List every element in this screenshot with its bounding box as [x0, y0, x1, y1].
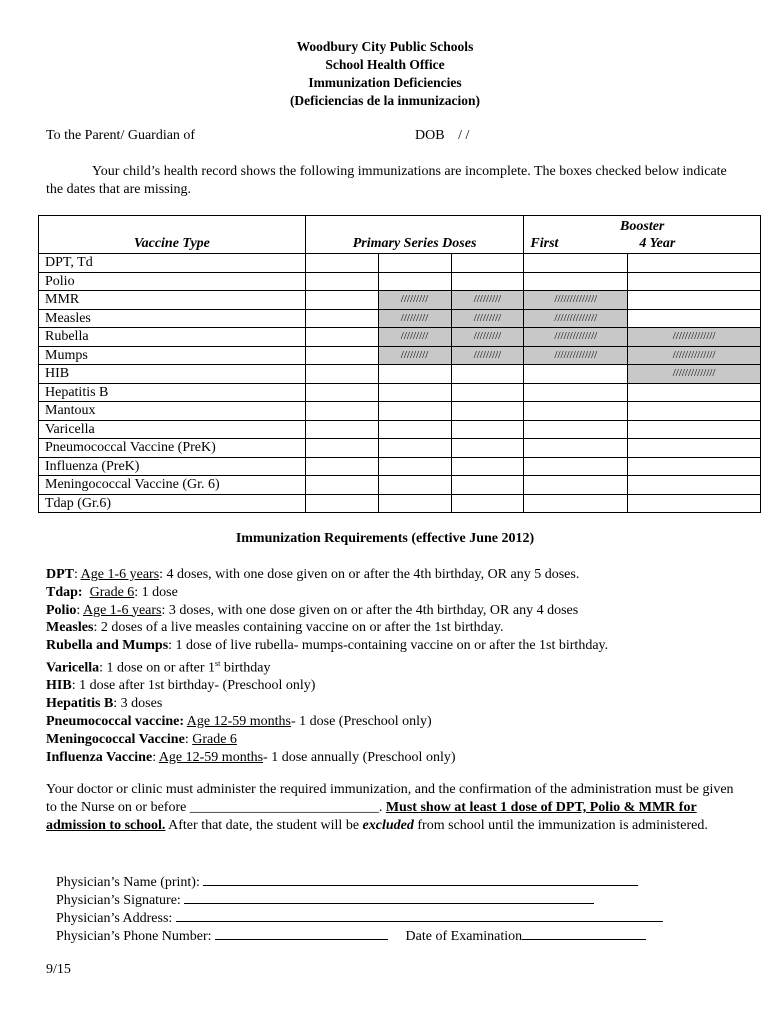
dose-cell[interactable] — [378, 439, 451, 458]
header-vaccine-type: Vaccine Type — [39, 216, 306, 254]
dose-cell[interactable] — [524, 494, 628, 513]
document-title: Immunization Deficiencies — [308, 75, 462, 90]
table-row — [39, 291, 761, 310]
dose-cell[interactable] — [628, 402, 761, 421]
req-influenza: Influenza Vaccine: Age 12-59 months- 1 dose annually (Preschool only) — [46, 749, 456, 765]
not-applicable-cell: ///////// — [451, 291, 524, 310]
dose-cell[interactable] — [305, 346, 378, 365]
dose-cell[interactable] — [628, 309, 761, 328]
header-first: First — [530, 236, 559, 251]
not-applicable-cell: ////////////// — [628, 365, 761, 384]
dose-cell[interactable] — [451, 439, 524, 458]
physician-phone-field[interactable] — [215, 926, 388, 940]
table-row — [39, 494, 761, 513]
dose-cell[interactable] — [451, 272, 524, 291]
dose-cell[interactable] — [628, 420, 761, 439]
not-applicable-cell: ///////// — [451, 346, 524, 365]
not-applicable-cell: ////////////// — [524, 309, 628, 328]
dose-cell[interactable] — [524, 254, 628, 273]
dose-cell[interactable] — [628, 476, 761, 495]
header-primary-series: Primary Series Doses — [305, 216, 524, 254]
dose-cell[interactable] — [305, 420, 378, 439]
dose-cell[interactable] — [524, 365, 628, 384]
dose-cell[interactable] — [378, 494, 451, 513]
dose-cell[interactable] — [378, 254, 451, 273]
header-booster — [524, 216, 761, 254]
exam-date-field[interactable] — [522, 926, 646, 940]
physician-address-row: Physician’s Address: — [56, 908, 663, 928]
vaccine-name: Varicella — [39, 420, 306, 439]
dose-cell[interactable] — [305, 254, 378, 273]
dose-cell[interactable] — [524, 402, 628, 421]
dose-cell[interactable] — [451, 402, 524, 421]
dose-cell[interactable] — [628, 272, 761, 291]
req-tdap: Tdap: Grade 6: 1 dose — [46, 584, 178, 600]
physician-address-field[interactable] — [176, 908, 663, 922]
vaccine-name: DPT, Td — [39, 254, 306, 273]
vaccine-name: HIB — [39, 365, 306, 384]
not-applicable-cell: ////////////// — [524, 346, 628, 365]
vaccine-name: Pneumococcal Vaccine (PreK) — [39, 439, 306, 458]
table-row — [39, 365, 761, 384]
dose-cell[interactable] — [451, 420, 524, 439]
vaccine-name: Mumps — [39, 346, 306, 365]
vaccine-name: Measles — [39, 309, 306, 328]
dose-cell[interactable] — [378, 365, 451, 384]
dose-cell[interactable] — [524, 439, 628, 458]
not-applicable-cell: ///////// — [451, 309, 524, 328]
vaccine-name: Rubella — [39, 328, 306, 347]
dose-cell[interactable] — [305, 291, 378, 310]
intro-paragraph: Your child’s health record shows the following immunizations are incomplete. The boxes checked below indicate the dates that are missing. — [46, 164, 727, 197]
req-hib: HIB: 1 dose after 1st birthday- (Preschool only) — [46, 678, 316, 694]
table-row — [39, 476, 761, 495]
dose-cell[interactable] — [378, 476, 451, 495]
vaccine-name: Hepatitis B — [39, 383, 306, 402]
vaccine-table — [38, 215, 761, 513]
dose-cell[interactable] — [378, 457, 451, 476]
dose-cell[interactable] — [451, 476, 524, 495]
table-row — [39, 439, 761, 458]
form-code: 9/15 — [46, 962, 71, 977]
not-applicable-cell: ///////// — [378, 309, 451, 328]
requirements-list — [46, 566, 746, 766]
dob-separators: / / — [458, 128, 470, 143]
table-row — [39, 383, 761, 402]
excluded-word: excluded — [362, 817, 414, 833]
physician-phone-row: Physician’s Phone Number: Date of Examination — [56, 926, 646, 946]
dose-cell[interactable] — [451, 365, 524, 384]
dose-cell[interactable] — [451, 494, 524, 513]
req-hepatitis-b: Hepatitis B: 3 doses — [46, 696, 163, 712]
dose-cell[interactable] — [451, 383, 524, 402]
physician-signature-field[interactable] — [184, 890, 594, 904]
not-applicable-cell: ////////////// — [524, 291, 628, 310]
dose-cell[interactable] — [524, 476, 628, 495]
document-title-spanish: (Deficiencias de la inmunizacion) — [289, 93, 481, 108]
dose-cell[interactable] — [378, 402, 451, 421]
parent-guardian-label: To the Parent/ Guardian of — [46, 128, 196, 143]
table-row — [39, 272, 761, 291]
not-applicable-cell: ///////// — [378, 328, 451, 347]
dose-cell[interactable] — [524, 272, 628, 291]
dose-cell[interactable] — [305, 457, 378, 476]
not-applicable-cell: ///////// — [451, 328, 524, 347]
dose-cell[interactable] — [628, 254, 761, 273]
dose-cell[interactable] — [305, 328, 378, 347]
dose-cell[interactable] — [378, 272, 451, 291]
dose-cell[interactable] — [628, 439, 761, 458]
dose-cell[interactable] — [305, 272, 378, 291]
req-measles: Measles: 2 doses of a live measles containing vaccine on or after the 1st birthday. — [46, 620, 504, 636]
physician-name-row: Physician’s Name (print): — [56, 872, 638, 892]
vaccine-name: Influenza (PreK) — [39, 457, 306, 476]
vaccine-name: Tdap (Gr.6) — [39, 494, 306, 513]
vaccine-name: MMR — [39, 291, 306, 310]
school-name: Woodbury City Public Schools — [296, 39, 474, 54]
table-header-row — [39, 216, 761, 254]
table-row — [39, 420, 761, 439]
dose-cell[interactable] — [305, 383, 378, 402]
req-rubella-mumps: Rubella and Mumps: 1 dose of live rubella- mumps-containing vaccine on or after the 1st birthday. — [46, 638, 609, 654]
dose-cell[interactable] — [378, 420, 451, 439]
not-applicable-cell: ///////// — [378, 291, 451, 310]
dose-cell[interactable] — [305, 402, 378, 421]
admission-requirement: Must show at least 1 dose of DPT, Polio & MMR for admission to school. — [46, 799, 697, 833]
dose-cell[interactable] — [628, 383, 761, 402]
table-row — [39, 309, 761, 328]
not-applicable-cell: ////////////// — [628, 328, 761, 347]
table-row — [39, 457, 761, 476]
vaccine-name: Meningococcal Vaccine (Gr. 6) — [39, 476, 306, 495]
dose-cell[interactable] — [305, 439, 378, 458]
dose-cell[interactable] — [451, 457, 524, 476]
req-polio: Polio: Age 1-6 years: 3 doses, with one dose given on or after the 4th birthday, OR any 4 doses — [46, 602, 579, 618]
requirements-title: Immunization Requirements (effective June 2012) — [235, 531, 535, 546]
not-applicable-cell: ////////////// — [628, 346, 761, 365]
req-meningococcal: Meningococcal Vaccine: Grade 6 — [46, 731, 237, 747]
req-varicella: Varicella: 1 dose on or after 1st birthday — [46, 658, 271, 676]
dose-cell[interactable] — [524, 420, 628, 439]
dob-label — [415, 128, 469, 144]
dob-text: DOB — [415, 128, 445, 143]
table-row — [39, 328, 761, 347]
dose-cell[interactable] — [628, 494, 761, 513]
table-row — [39, 346, 761, 365]
dose-cell[interactable] — [524, 383, 628, 402]
table-row — [39, 402, 761, 421]
req-dpt: DPT: Age 1-6 years: 4 doses, with one dose given on or after the 4th birthday, OR any 5 doses. — [46, 567, 580, 582]
physician-signature-row: Physician’s Signature: — [56, 890, 594, 910]
dose-cell[interactable] — [305, 365, 378, 384]
dose-cell[interactable] — [628, 291, 761, 310]
header-4-year: 4 Year — [639, 236, 676, 251]
dose-cell[interactable] — [305, 476, 378, 495]
req-pneumococcal: Pneumococcal vaccine: Age 12-59 months- 1 dose (Preschool only) — [46, 714, 432, 730]
header-booster-label: Booster — [620, 219, 665, 234]
physician-name-field[interactable] — [203, 872, 638, 886]
dose-cell[interactable] — [524, 457, 628, 476]
table-row — [39, 254, 761, 273]
vaccine-name: Polio — [39, 272, 306, 291]
office-name: School Health Office — [325, 57, 445, 72]
dose-cell[interactable] — [451, 254, 524, 273]
dose-cell[interactable] — [305, 309, 378, 328]
not-applicable-cell: ///////// — [378, 346, 451, 365]
dose-cell[interactable] — [628, 457, 761, 476]
not-applicable-cell: ////////////// — [524, 328, 628, 347]
vaccine-name: Mantoux — [39, 402, 306, 421]
notice-paragraph: Your doctor or clinic must administer the required immunization, and the confirmation of the administration must be given to the Nurse on or before ___________________________. Must show at least 1 dose of DPT, Polio & MMR for admission to school. After that date, the student will be excluded from school until the immunization is administered. — [46, 782, 734, 833]
dose-cell[interactable] — [305, 494, 378, 513]
dose-cell[interactable] — [378, 383, 451, 402]
